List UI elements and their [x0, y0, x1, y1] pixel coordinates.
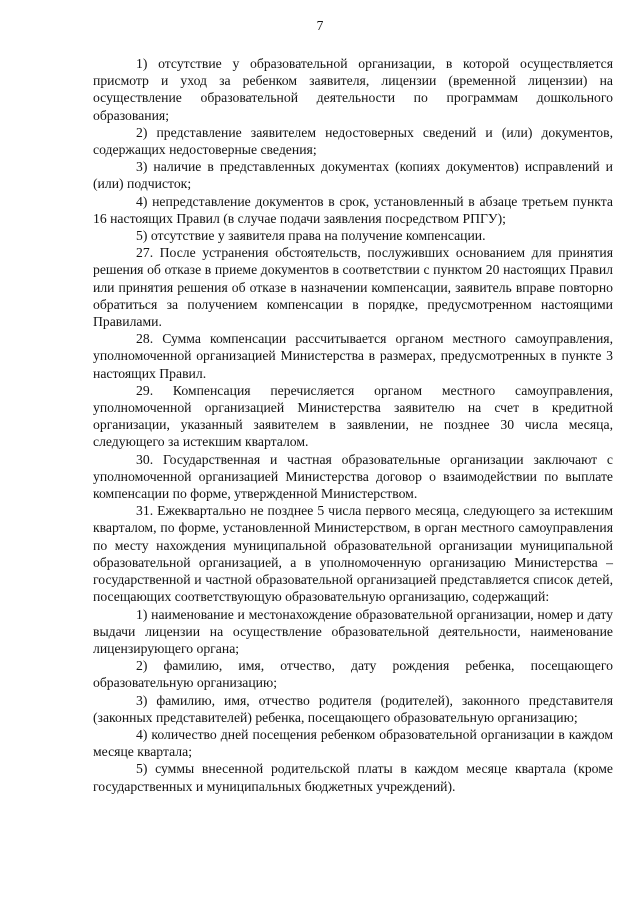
paragraph-item-2: 2) представление заявителем недостоверных сведений и (или) документов, содержащих недостоверные сведения; [93, 124, 613, 158]
paragraph-list-item-2: 2) фамилию, имя, отчество, дату рождения ребенка, посещающего образовательную организацию; [93, 658, 613, 691]
paragraph-item-3: 3) наличие в представленных документах (копиях документов) исправлений и (или) подчисток; [93, 159, 613, 192]
paragraph-list-item-4: 4) количество дней посещения ребенком образовательной организации в каждом месяце квартала; [93, 726, 613, 760]
document-body [93, 55, 613, 795]
paragraph-clause-27: 27. После устранения обстоятельств, послуживших основанием для принятия решения об отказе в приеме документов в соответствии с пунктом 20 настоящих Правил или принятия решения об отказе в назначении компенсации, заявитель вправе повторно обратиться за получением компенсации в порядке, предусмотренном настоящими Правилами. [93, 245, 613, 330]
paragraph-list-item-1: 1) наименование и местонахождение образовательной организации, номер и дату выдачи лицензии на осуществление образовательной деятельности, наименование лицензирующего органа; [93, 606, 613, 656]
paragraph-clause-30: 30. Государственная и частная образовательные организации заключают с уполномоченной организацией Министерства договор о взаимодействии по выплате компенсации по форме, утвержденной Министерством. [93, 451, 613, 502]
paragraph-clause-29: 29. Компенсация перечисляется органом местного самоуправления, уполномоченной организацией Министерства заявителю на счет в кредитной организации, указанный заявителем в заявлении, не позднее 30 числа месяца, следующего за истекшим кварталом. [93, 382, 613, 450]
paragraph-item-4: 4) непредставление документов в срок, установленный в абзаце третьем пункта 16 настоящих Правил (в случае подачи заявления посредством РПГУ); [93, 193, 613, 226]
paragraph-item-5: 5) отсутствие у заявителя права на получение компенсации. [136, 228, 486, 244]
paragraph-clause-31: 31. Ежеквартально не позднее 5 числа первого месяца, следующего за истекшим кварталом, по форме, установленной Министерством, в орган местного самоуправления по месту нахождения муниципальной образовательной организации муниципальной образовательной организацией, а в уполномоченную организацию Министерства – государственной и частной образовательной организацией представляется список детей, посещающих соответствующую образовательную организацию, содержащий: [93, 503, 613, 605]
paragraph-list-item-3: 3) фамилию, имя, отчество родителя (родителей), законного представителя (законных представителей) ребенка, посещающего образовательную организацию; [93, 692, 613, 725]
paragraph-list-item-5: 5) суммы внесенной родительской платы в каждом месяце квартала (кроме государственных и муниципальных бюджетных учреждений). [93, 761, 613, 794]
paragraph-clause-28: 28. Сумма компенсации рассчитывается органом местного самоуправления, уполномоченной организацией Министерства в размерах, предусмотренных в пункте 3 настоящих Правил. [93, 331, 613, 381]
paragraph-item-1: 1) отсутствие у образовательной организации, в которой осуществляется присмотр и уход за ребенком заявителя, лицензии (временной лицензии) на осуществление образовательной деятельности по программам дошкольного образования; [93, 56, 613, 123]
page-number: 7 [316, 18, 324, 33]
